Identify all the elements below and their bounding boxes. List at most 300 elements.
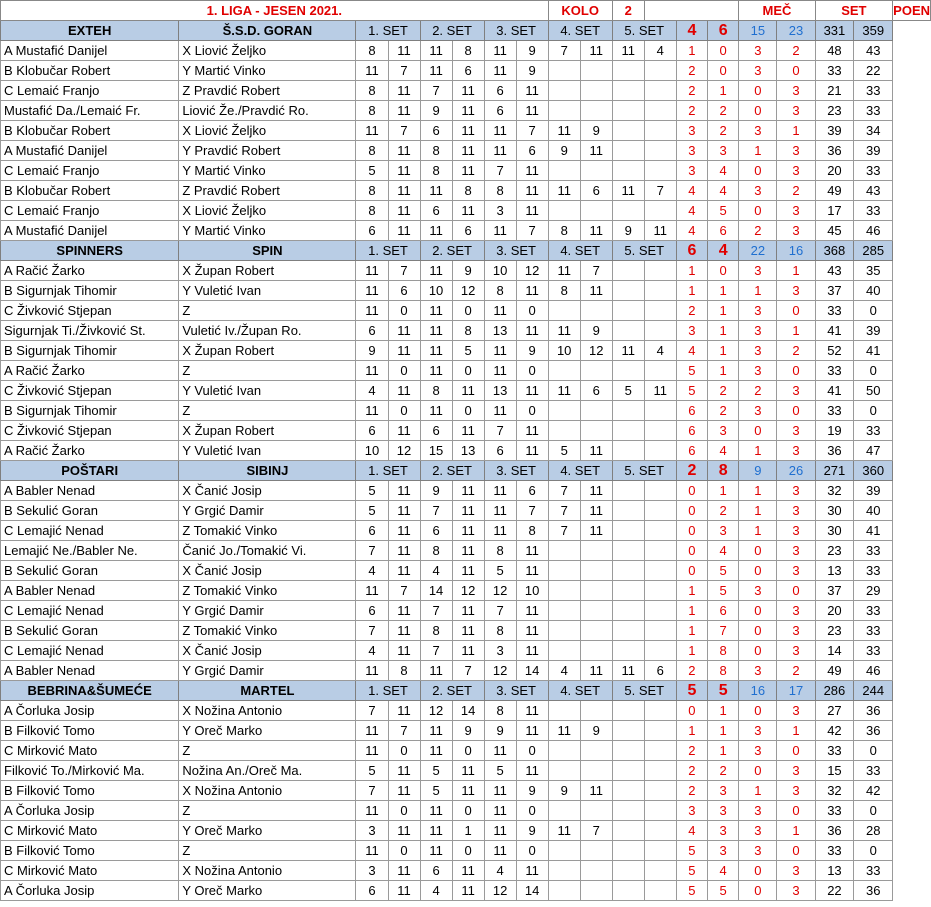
away-player: Vuletić Iv./Župan Ro.	[179, 321, 356, 341]
home-player: B Sigurnjak Tihomir	[1, 281, 179, 301]
mec-running-away: 5	[708, 581, 739, 601]
set-score	[644, 101, 676, 121]
set-score: 6	[484, 101, 516, 121]
points-away: 35	[854, 261, 893, 281]
points-away: 33	[854, 561, 893, 581]
set-score	[548, 881, 580, 901]
kolo-value: 2	[612, 1, 644, 21]
away-player: Y Vuletić Ivan	[179, 381, 356, 401]
set-score: 11	[516, 541, 548, 561]
poen-away: 359	[854, 21, 893, 41]
points-home: 37	[815, 281, 854, 301]
set-score: 7	[388, 581, 420, 601]
mec-running-home: 5	[676, 881, 707, 901]
home-player: B Filković Tomo	[1, 841, 179, 861]
home-player: B Sigurnjak Tihomir	[1, 341, 179, 361]
set-score	[644, 441, 676, 461]
set-score	[644, 141, 676, 161]
sets-won-home: 2	[739, 381, 777, 401]
mec-running-away: 2	[708, 401, 739, 421]
set-score: 11	[580, 661, 612, 681]
sets-won-home: 3	[739, 581, 777, 601]
set-score: 6	[580, 181, 612, 201]
points-home: 45	[815, 221, 854, 241]
game-row	[1, 601, 931, 621]
home-player: C Lemaić Franjo	[1, 201, 179, 221]
points-home: 32	[815, 781, 854, 801]
game-row	[1, 741, 931, 761]
set-score: 11	[420, 821, 452, 841]
sets-won-home: 2	[739, 221, 777, 241]
set-score	[548, 701, 580, 721]
set-away: 17	[777, 681, 815, 701]
game-row	[1, 221, 931, 241]
set-score: 11	[580, 521, 612, 541]
set-score: 11	[516, 721, 548, 741]
points-away: 36	[854, 701, 893, 721]
set-score: 6	[356, 601, 388, 621]
set-score: 7	[580, 261, 612, 281]
set-score	[548, 741, 580, 761]
mec-running-home: 2	[676, 101, 707, 121]
set-score: 12	[420, 701, 452, 721]
set-away: 23	[777, 21, 815, 41]
set-score: 8	[484, 281, 516, 301]
set-label: 1. SET	[356, 241, 420, 261]
away-player: Z Tomakić Vinko	[179, 521, 356, 541]
set-score	[644, 721, 676, 741]
set-score: 7	[388, 261, 420, 281]
set-score: 4	[356, 641, 388, 661]
set-score: 8	[484, 181, 516, 201]
set-score: 7	[356, 541, 388, 561]
mec-running-away: 4	[708, 541, 739, 561]
points-home: 17	[815, 201, 854, 221]
set-score: 11	[420, 301, 452, 321]
set-score	[612, 841, 644, 861]
set-score: 6	[420, 121, 452, 141]
set-score: 0	[516, 401, 548, 421]
set-score	[612, 561, 644, 581]
set-score	[612, 641, 644, 661]
mec-running-away: 1	[708, 741, 739, 761]
set-label: 3. SET	[484, 461, 548, 481]
mec-running-home: 6	[676, 441, 707, 461]
set-score: 11	[484, 221, 516, 241]
set-score: 11	[612, 341, 644, 361]
set-score	[580, 581, 612, 601]
set-label: 1. SET	[356, 461, 420, 481]
set-score: 7	[484, 161, 516, 181]
mec-running-away: 8	[708, 641, 739, 661]
set-score: 11	[452, 601, 484, 621]
set-score	[612, 721, 644, 741]
set-score	[548, 761, 580, 781]
points-home: 30	[815, 501, 854, 521]
set-score: 7	[516, 221, 548, 241]
set-score: 5	[484, 561, 516, 581]
set-score: 11	[452, 161, 484, 181]
set-score: 8	[356, 41, 388, 61]
game-row	[1, 721, 931, 741]
set-score: 12	[452, 281, 484, 301]
set-score: 11	[452, 81, 484, 101]
poen-away: 285	[854, 241, 893, 261]
sets-won-home: 3	[739, 181, 777, 201]
set-score: 14	[420, 581, 452, 601]
points-home: 33	[815, 401, 854, 421]
game-row	[1, 581, 931, 601]
set-score: 11	[516, 601, 548, 621]
sets-won-home: 3	[739, 741, 777, 761]
points-home: 52	[815, 341, 854, 361]
set-score: 11	[484, 401, 516, 421]
sets-won-home: 3	[739, 401, 777, 421]
points-home: 33	[815, 801, 854, 821]
set-score: 8	[420, 621, 452, 641]
set-score	[612, 361, 644, 381]
set-score	[548, 201, 580, 221]
set-score: 11	[548, 381, 580, 401]
set-score: 11	[484, 801, 516, 821]
home-player: C Mirković Mato	[1, 741, 179, 761]
home-player: A Račić Žarko	[1, 361, 179, 381]
mec-running-away: 5	[708, 561, 739, 581]
set-score: 8	[516, 521, 548, 541]
set-score: 14	[452, 701, 484, 721]
set-label: 3. SET	[484, 681, 548, 701]
game-row	[1, 761, 931, 781]
set-score: 11	[388, 101, 420, 121]
set-score	[644, 501, 676, 521]
set-score: 10	[356, 441, 388, 461]
set-score	[548, 621, 580, 641]
home-player: A Račić Žarko	[1, 441, 179, 461]
mec-running-home: 5	[676, 861, 707, 881]
away-player: X Čanić Josip	[179, 641, 356, 661]
mec-running-home: 1	[676, 581, 707, 601]
set-score: 11	[484, 741, 516, 761]
set-score: 4	[420, 561, 452, 581]
set-label: 1. SET	[356, 21, 420, 41]
home-player: C Lemaić Franjo	[1, 161, 179, 181]
set-score	[580, 301, 612, 321]
poen-home: 271	[815, 461, 854, 481]
sets-won-home: 3	[739, 61, 777, 81]
set-score: 7	[548, 481, 580, 501]
poen-away: 360	[854, 461, 893, 481]
mec-running-away: 3	[708, 781, 739, 801]
mec-running-home: 2	[676, 61, 707, 81]
set-score: 11	[420, 61, 452, 81]
set-score	[612, 281, 644, 301]
set-score	[644, 121, 676, 141]
set-label: 4. SET	[548, 681, 612, 701]
points-home: 13	[815, 561, 854, 581]
home-player: A Čorluka Josip	[1, 701, 179, 721]
set-home: 16	[739, 681, 777, 701]
set-score: 11	[388, 501, 420, 521]
home-player: B Sigurnjak Tihomir	[1, 401, 179, 421]
sets-won-away: 0	[777, 401, 815, 421]
set-score: 11	[356, 261, 388, 281]
away-player: X Liović Željko	[179, 201, 356, 221]
sets-won-home: 3	[739, 341, 777, 361]
mec-running-away: 1	[708, 341, 739, 361]
mec-running-away: 6	[708, 221, 739, 241]
mec-away: 5	[708, 681, 739, 701]
mec-running-home: 1	[676, 621, 707, 641]
sets-won-away: 1	[777, 261, 815, 281]
home-player: A Mustafić Danijel	[1, 221, 179, 241]
set-score: 11	[452, 881, 484, 901]
set-score	[612, 781, 644, 801]
set-score: 11	[548, 121, 580, 141]
set-score	[644, 541, 676, 561]
match-header	[1, 461, 931, 481]
sets-won-home: 0	[739, 701, 777, 721]
sets-won-away: 0	[777, 801, 815, 821]
set-score	[548, 641, 580, 661]
away-player: Liović Že./Pravdić Ro.	[179, 101, 356, 121]
set-score	[644, 601, 676, 621]
sets-won-away: 3	[777, 601, 815, 621]
away-player: Y Vuletić Ivan	[179, 281, 356, 301]
sets-won-away: 2	[777, 181, 815, 201]
set-score	[548, 541, 580, 561]
sets-won-away: 3	[777, 141, 815, 161]
points-away: 0	[854, 801, 893, 821]
set-score: 12	[580, 341, 612, 361]
set-score: 11	[356, 301, 388, 321]
sets-won-away: 3	[777, 221, 815, 241]
set-score: 8	[484, 541, 516, 561]
set-score: 11	[452, 121, 484, 141]
away-player: X Liović Željko	[179, 121, 356, 141]
set-score: 11	[580, 441, 612, 461]
mec-running-away: 1	[708, 81, 739, 101]
set-score: 11	[548, 261, 580, 281]
set-score	[644, 481, 676, 501]
set-score	[580, 81, 612, 101]
home-player: C Mirković Mato	[1, 821, 179, 841]
away-team: SIBINJ	[179, 461, 356, 481]
set-score: 8	[356, 141, 388, 161]
mec-running-away: 6	[708, 601, 739, 621]
set-score: 11	[644, 381, 676, 401]
points-away: 40	[854, 281, 893, 301]
set-score: 7	[548, 41, 580, 61]
set-score	[612, 521, 644, 541]
set-score: 8	[420, 381, 452, 401]
game-row	[1, 321, 931, 341]
set-score: 11	[548, 821, 580, 841]
set-score: 11	[516, 441, 548, 461]
set-score: 8	[388, 661, 420, 681]
set-score: 11	[356, 721, 388, 741]
set-score: 3	[356, 861, 388, 881]
set-away: 16	[777, 241, 815, 261]
set-score: 6	[356, 321, 388, 341]
set-score	[548, 561, 580, 581]
set-score: 10	[516, 581, 548, 601]
set-score: 7	[420, 81, 452, 101]
set-score	[644, 781, 676, 801]
set-score: 6	[516, 481, 548, 501]
mec-running-away: 3	[708, 141, 739, 161]
set-score: 5	[484, 761, 516, 781]
mec-running-home: 4	[676, 341, 707, 361]
game-row	[1, 841, 931, 861]
set-score: 11	[388, 161, 420, 181]
set-score	[548, 601, 580, 621]
mec-running-away: 2	[708, 381, 739, 401]
sets-won-home: 0	[739, 161, 777, 181]
game-row	[1, 661, 931, 681]
set-label: 5. SET	[612, 21, 676, 41]
set-label: 5. SET	[612, 681, 676, 701]
mec-running-away: 4	[708, 861, 739, 881]
set-score: 8	[356, 81, 388, 101]
set-score: 11	[356, 361, 388, 381]
home-player: A Čorluka Josip	[1, 881, 179, 901]
away-team: Š.S.D. GORAN	[179, 21, 356, 41]
points-away: 34	[854, 121, 893, 141]
set-score: 11	[420, 721, 452, 741]
sets-won-away: 3	[777, 501, 815, 521]
set-score: 6	[420, 421, 452, 441]
set-score: 11	[388, 541, 420, 561]
match-header	[1, 21, 931, 41]
set-score	[644, 621, 676, 641]
game-row	[1, 261, 931, 281]
sets-won-home: 1	[739, 441, 777, 461]
set-score: 11	[420, 661, 452, 681]
sets-won-away: 0	[777, 61, 815, 81]
sets-won-home: 0	[739, 541, 777, 561]
home-team: POŠTARI	[1, 461, 179, 481]
set-score: 6	[452, 221, 484, 241]
set-score: 9	[452, 721, 484, 741]
game-row	[1, 141, 931, 161]
sets-won-away: 3	[777, 701, 815, 721]
set-score: 7	[388, 721, 420, 741]
sets-won-away: 3	[777, 201, 815, 221]
set-score: 11	[580, 41, 612, 61]
points-home: 15	[815, 761, 854, 781]
game-row	[1, 861, 931, 881]
set-score: 11	[580, 501, 612, 521]
set-score: 8	[356, 181, 388, 201]
title-row	[1, 1, 931, 21]
set-score: 11	[356, 841, 388, 861]
mec-running-away: 2	[708, 101, 739, 121]
set-score	[612, 821, 644, 841]
sets-won-away: 3	[777, 781, 815, 801]
set-score	[644, 161, 676, 181]
set-score	[612, 141, 644, 161]
set-score: 11	[484, 121, 516, 141]
set-score: 11	[452, 101, 484, 121]
away-player: Y Oreč Marko	[179, 881, 356, 901]
set-score: 9	[420, 101, 452, 121]
points-away: 33	[854, 541, 893, 561]
set-score: 11	[516, 321, 548, 341]
set-score: 11	[388, 761, 420, 781]
away-player: X Župan Robert	[179, 261, 356, 281]
set-score	[612, 701, 644, 721]
set-score: 9	[548, 141, 580, 161]
set-score	[612, 541, 644, 561]
points-home: 19	[815, 421, 854, 441]
sets-won-away: 2	[777, 661, 815, 681]
points-home: 41	[815, 381, 854, 401]
set-score	[580, 801, 612, 821]
set-score	[644, 581, 676, 601]
set-score: 9	[484, 721, 516, 741]
mec-running-home: 2	[676, 661, 707, 681]
mec-running-home: 1	[676, 601, 707, 621]
home-player: B Klobučar Robert	[1, 181, 179, 201]
set-score: 11	[420, 321, 452, 341]
mec-away: 6	[708, 21, 739, 41]
set-score	[612, 121, 644, 141]
set-score: 11	[356, 61, 388, 81]
mec-running-home: 1	[676, 41, 707, 61]
game-row	[1, 121, 931, 141]
away-player: X Nožina Antonio	[179, 781, 356, 801]
set-score: 7	[516, 501, 548, 521]
mec-home: 5	[676, 681, 707, 701]
set-score: 6	[420, 861, 452, 881]
set-score: 6	[356, 221, 388, 241]
away-player: X Čanić Josip	[179, 561, 356, 581]
set-score: 6	[388, 281, 420, 301]
set-score: 11	[420, 841, 452, 861]
mec-running-home: 5	[676, 381, 707, 401]
set-score: 11	[612, 661, 644, 681]
away-player: Nožina An./Oreč Ma.	[179, 761, 356, 781]
sets-won-home: 0	[739, 861, 777, 881]
set-score: 12	[484, 581, 516, 601]
mec-away: 4	[708, 241, 739, 261]
set-score: 11	[420, 341, 452, 361]
game-row	[1, 821, 931, 841]
home-player: Mustafić Da./Lemaić Fr.	[1, 101, 179, 121]
set-score: 11	[580, 781, 612, 801]
set-score: 11	[484, 301, 516, 321]
sets-won-away: 3	[777, 861, 815, 881]
points-home: 23	[815, 621, 854, 641]
set-score	[580, 401, 612, 421]
away-player: Čanić Jo./Tomakić Vi.	[179, 541, 356, 561]
set-score: 8	[548, 281, 580, 301]
set-score: 5	[420, 761, 452, 781]
game-row	[1, 361, 931, 381]
mec-running-home: 5	[676, 361, 707, 381]
points-away: 43	[854, 181, 893, 201]
points-away: 33	[854, 81, 893, 101]
set-score: 11	[388, 601, 420, 621]
set-score: 11	[580, 281, 612, 301]
set-score: 11	[356, 121, 388, 141]
home-player: C Mirković Mato	[1, 861, 179, 881]
set-score: 5	[420, 781, 452, 801]
set-score: 7	[356, 621, 388, 641]
set-score: 0	[452, 361, 484, 381]
set-score	[612, 301, 644, 321]
mec-running-away: 1	[708, 281, 739, 301]
